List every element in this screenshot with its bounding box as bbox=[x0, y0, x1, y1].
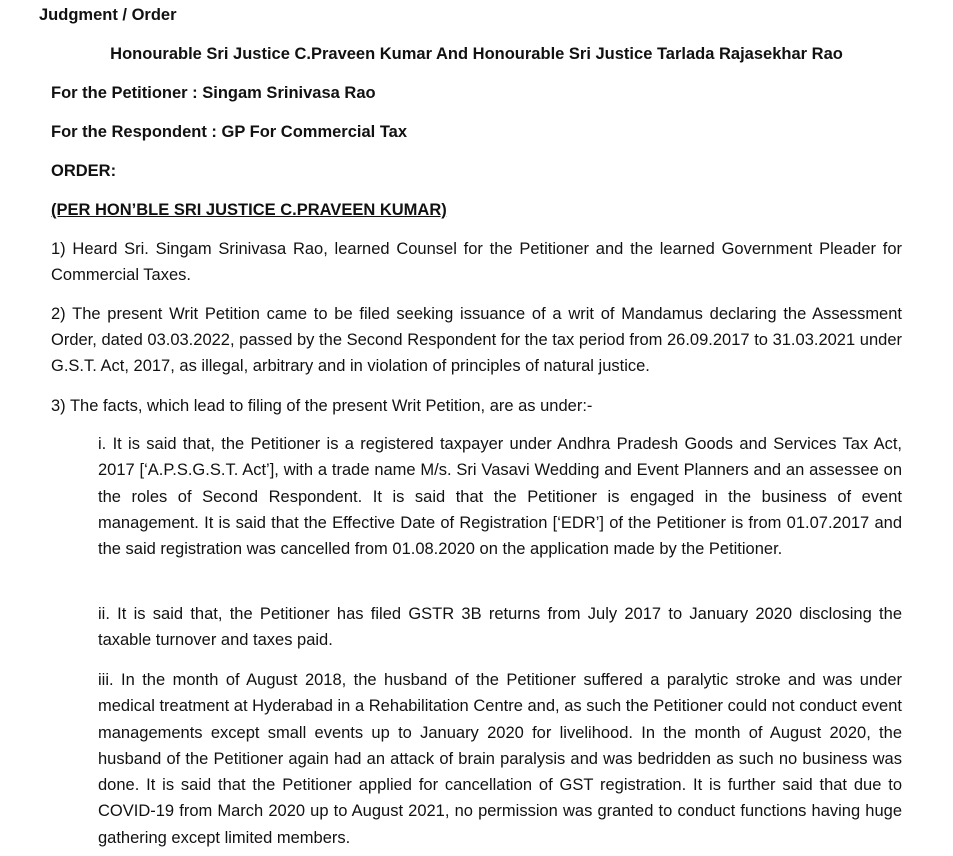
petitioner-counsel: For the Petitioner : Singam Srinivasa Rao bbox=[51, 84, 376, 102]
fact-i: i. It is said that, the Petitioner is a registered taxpayer under Andhra Pradesh Goods and Services Tax Act, 2017 [‘A.P.S.G.S.T. Act’], with a trade name M/s. Sri Vasavi Wedding and Event Planners and an assessee on the roles of Second Respondent. It is said that the Petitioner is engaged in the business of event management. It is said that the Effective Date of Registration [‘EDR’] of the Petitioner is from 01.07.2017 and the said registration was cancelled from 01.08.2020 on the application made by the Petitioner. bbox=[98, 435, 902, 559]
paragraph-2: 2) The present Writ Petition came to be filed seeking issuance of a writ of Mandamus declaring the Assessment Order, dated 03.03.2022, passed by the Second Respondent for the tax period from 26.09.2017 to 31.03.2021 under G.S.T. Act, 2017, as illegal, arbitrary and in violation of principles of natural justice. bbox=[51, 305, 902, 375]
fact-ii: ii. It is said that, the Petitioner has filed GSTR 3B returns from July 2017 to January 2020 disclosing the taxable turnover and taxes paid. bbox=[98, 605, 902, 650]
order-label: ORDER: bbox=[51, 162, 117, 180]
fact-iii: iii. In the month of August 2018, the husband of the Petitioner suffered a paralytic stroke and was under medical treatment at Hyderabad in a Rehabilitation Centre and, as such the Petitioner could not conduct event managements except small events up to January 2020 for livelihood. In the month of August 2020, the husband of the Petitioner again had an attack of brain paralysis and was bedridden as such no business was done. It is said that the Petitioner applied for cancellation of GST registration. It is further said that due to COVID-19 from March 2020 up to August 2021, no permission was granted to conduct functions having huge gathering except limited members. bbox=[98, 671, 902, 847]
paragraph-1: 1) Heard Sri. Singam Srinivasa Rao, learned Counsel for the Petitioner and the learned Government Pleader for Commercial Taxes. bbox=[51, 240, 902, 284]
order-author-line: (PER HON’BLE SRI JUSTICE C.PRAVEEN KUMAR) bbox=[51, 201, 447, 219]
paragraph-3: 3) The facts, which lead to filing of the present Writ Petition, are as under:- bbox=[51, 397, 593, 415]
bench-title: Honourable Sri Justice C.Praveen Kumar And Honourable Sri Justice Tarlada Rajasekhar Rao bbox=[110, 45, 843, 63]
document-heading: Judgment / Order bbox=[39, 6, 177, 24]
respondent-counsel: For the Respondent : GP For Commercial Tax bbox=[51, 123, 408, 141]
